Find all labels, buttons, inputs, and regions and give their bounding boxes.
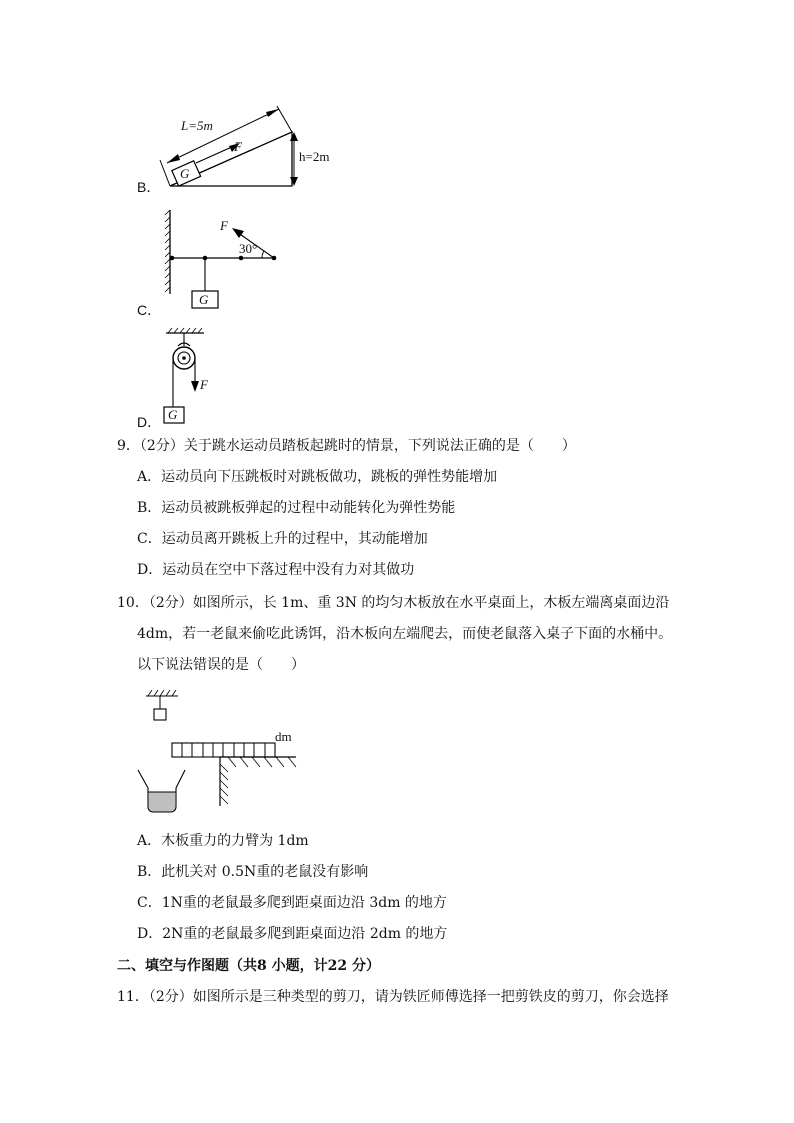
question-9-option-a: A．运动员向下压跳板时对跳板做功，跳板的弹性势能增加 [137,469,498,485]
incline-height-label: h=2m [299,149,330,164]
incline-weight-label: G [180,166,190,181]
question-9-stem: 9．（2分）关于跳水运动员踏板起跳时的情景，下列说法正确的是（ ） [117,438,576,454]
incline-length-label: L=5m [181,118,213,133]
question-10-option-d: D．2N重的老鼠最多爬到距桌面边沿 2dm 的地方 [137,926,448,942]
question-10-option-a: A．木板重力的力臂为 1dm [137,833,309,849]
question-10-stem-line-3: 以下说法错误的是（ ） [137,657,305,673]
question-10-stem-line-2: 4dm，若一老鼠来偷吃此诱饵，沿木板向左端爬去，而使老鼠落入桌子下面的水桶中。 [137,626,673,642]
question-10-option-c: C．1N重的老鼠最多爬到距桌面边沿 3dm 的地方 [137,895,447,911]
question-9-option-c: C．运动员离开跳板上升的过程中，其动能增加 [137,531,428,547]
option-c-label: C． [137,302,162,318]
lever-angle-label: 30° [239,241,258,256]
question-11-stem: 11．（2分）如图所示是三种类型的剪刀，请为铁匠师傅选择一把剪铁皮的剪刀，你会选择 [117,989,669,1005]
incline-force-label: F [234,139,242,154]
lever-force-label: F [220,218,228,233]
question-10-stem-line-1: 10．（2分）如图所示，长 1m、重 3N 的均匀木板放在水平桌面上，木板左端离桌面边沿 [117,595,670,611]
board-unit-label: dm [275,729,292,744]
pulley-weight-label: G [168,407,178,422]
lever-weight-label: G [199,292,209,307]
pulley-force-label: F [200,377,208,392]
question-9-option-d: D．运动员在空中下落过程中没有力对其做功 [137,562,415,578]
section-2-heading: 二、填空与作图题（共8 小题，计22 分） [117,958,380,974]
question-9-option-b: B．运动员被跳板弹起的过程中动能转化为弹性势能 [137,500,456,516]
option-b-label: B． [137,179,161,195]
option-d-label: D． [137,414,162,430]
question-10-option-b: B．此机关对 0.5N重的老鼠没有影响 [137,864,369,880]
